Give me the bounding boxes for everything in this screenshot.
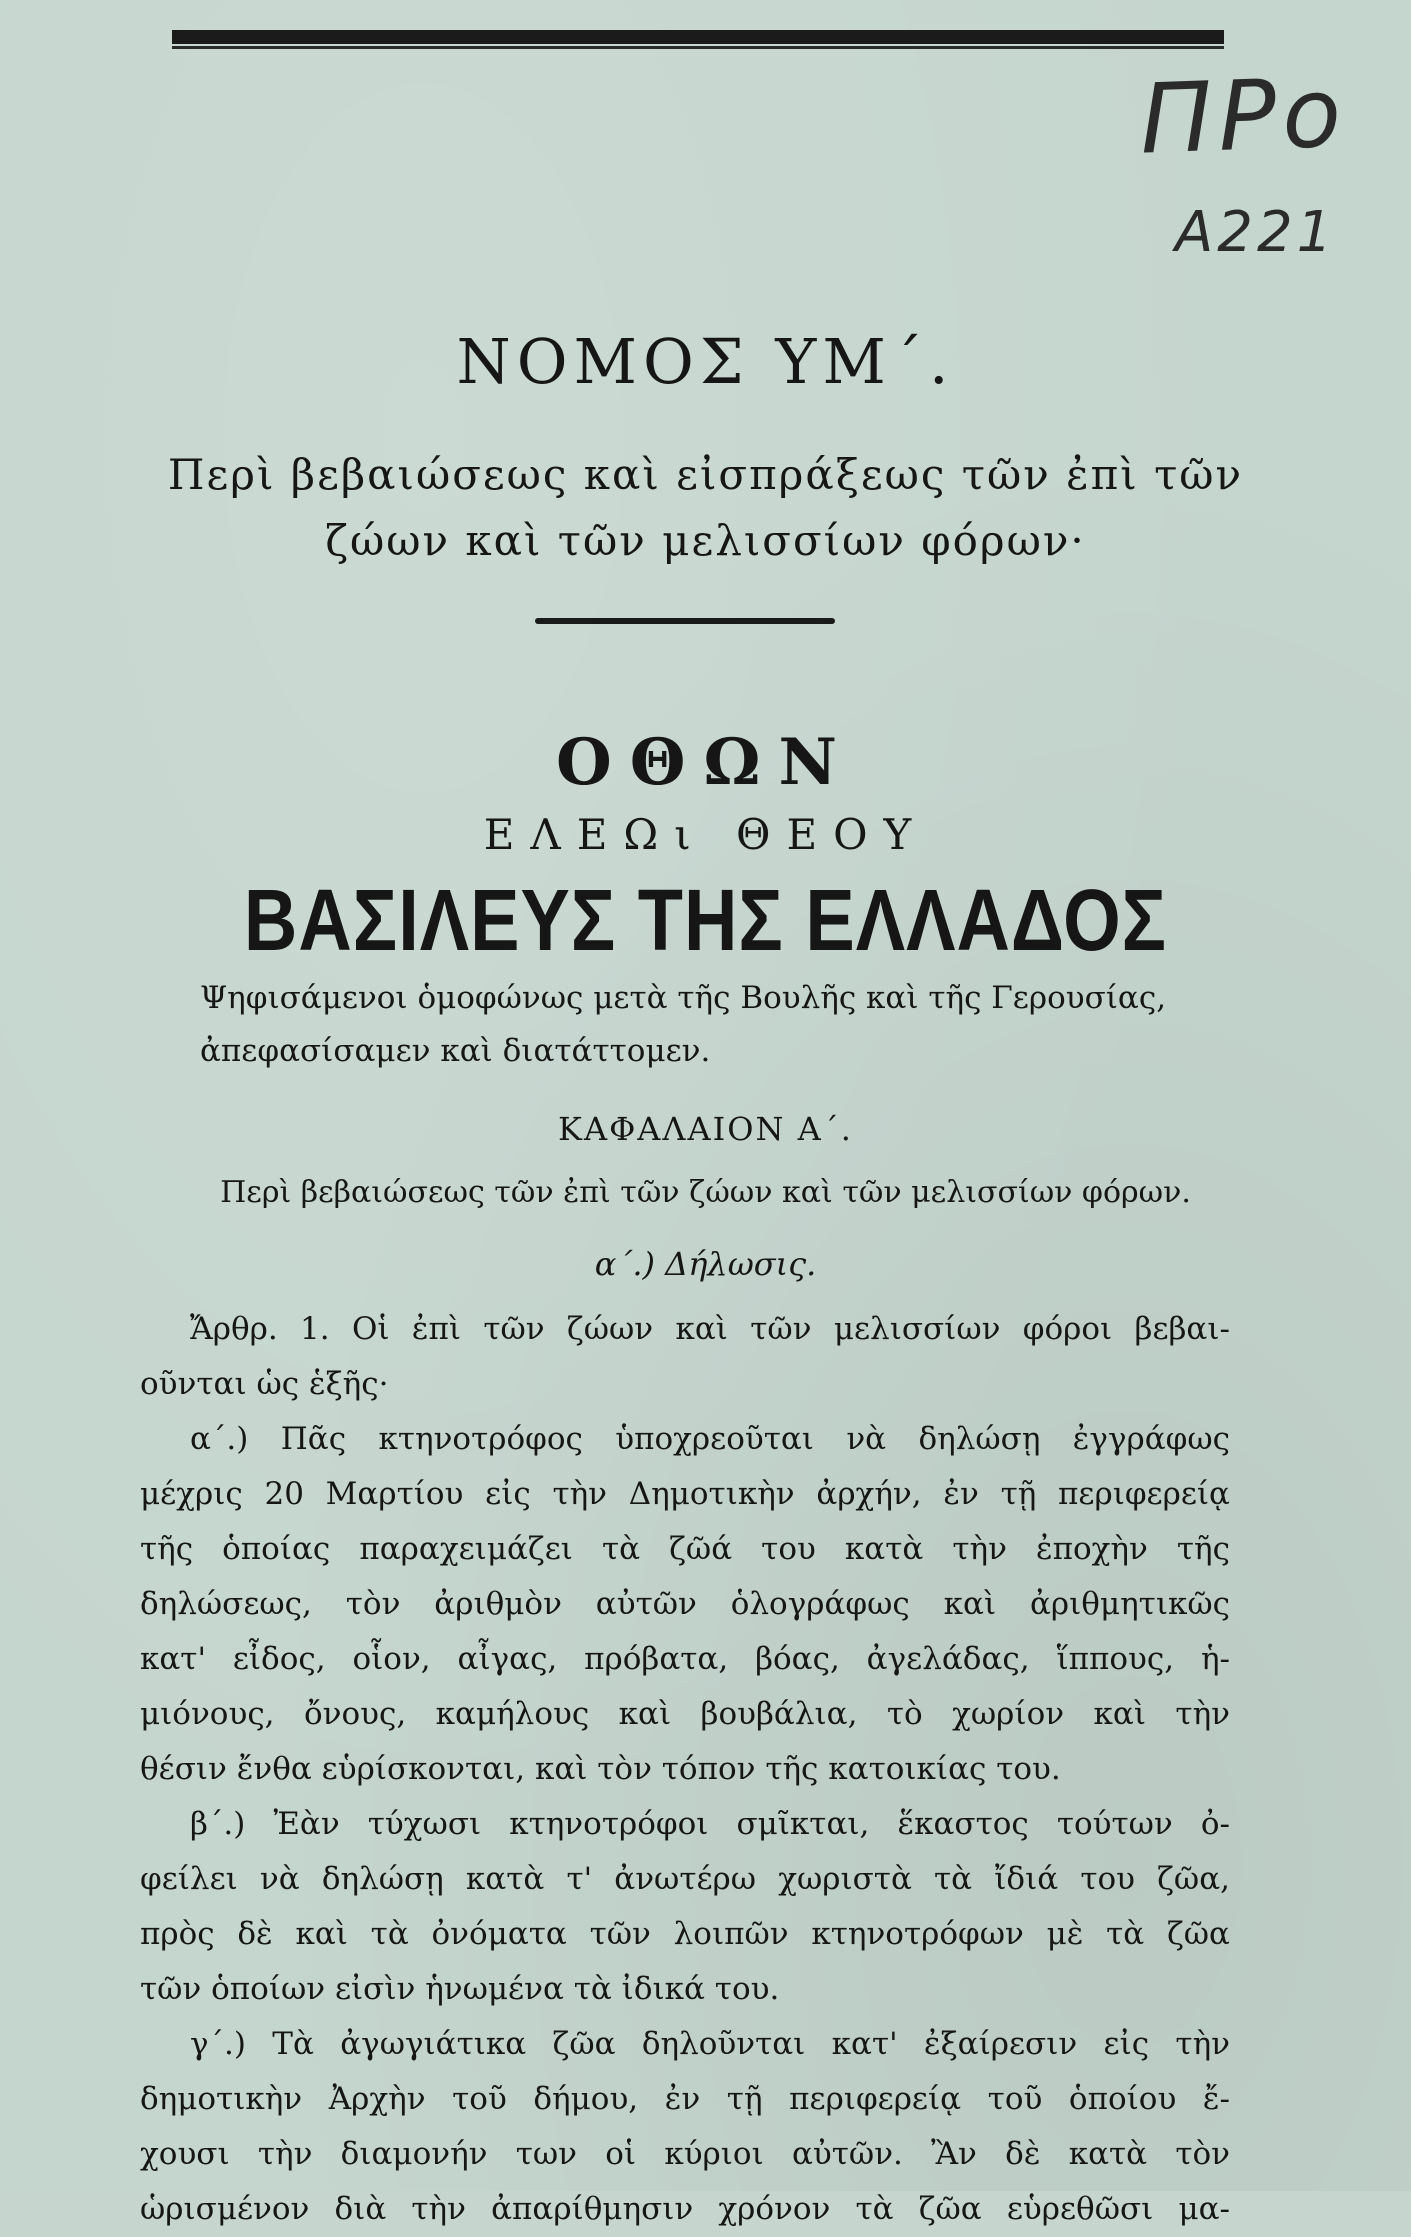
- king-name: ΟΘΩΝ: [556, 725, 855, 800]
- law-title: ΝΟΜΟΣ ΥΜ΄.: [456, 325, 955, 398]
- article-line: Ἄρθρ. 1. Οἱ ἐπὶ τῶν ζώων καὶ τῶν μελισσίων φόροι βεβαι-: [190, 1311, 1230, 1347]
- section-heading: α΄.) Δήλωσις.: [594, 1245, 817, 1283]
- article-line: θέσιν ἔνθα εὑρίσκονται, καὶ τὸν τόπον τῆς κατοικίας του.: [140, 1751, 1061, 1787]
- article-line: δημοτικὴν Ἀρχὴν τοῦ δήμου, ἐν τῇ περιφερείᾳ τοῦ ὁποίου ἔ-: [140, 2081, 1230, 2117]
- article-line: οῦνται ὡς ἑξῆς·: [140, 1366, 389, 1402]
- article-line: α΄.) Πᾶς κτηνοτρόφος ὑποχρεοῦται νὰ δηλώσῃ ἐγγράφως: [190, 1421, 1230, 1457]
- by-grace-of-god: ΕΛΕΩι ΘΕΟΥ: [483, 810, 928, 859]
- top-double-rule: [172, 30, 1224, 44]
- king-title: ΒΑΣΙΛΕΥΣ ΤΗΣ ΕΛΛΑΔΟΣ: [243, 871, 1168, 970]
- chapter-heading: ΚΑΦΑΛΑΙΟΝ Α΄.: [558, 1110, 853, 1148]
- article-line: μέχρις 20 Μαρτίου εἰς τὴν Δημοτικὴν ἀρχήν, ἐν τῇ περιφερείᾳ: [140, 1476, 1230, 1512]
- article-line: ὡρισμένον διὰ τὴν ἀπαρίθμησιν χρόνον τὰ ζῶα εὑρεθῶσι μα-: [140, 2191, 1230, 2227]
- article-line: κατ' εἶδος, οἷον, αἶγας, πρόβατα, βόας, ἀγελάδας, ἵππους, ἡ-: [140, 1641, 1230, 1677]
- article-line: β΄.) Ἐὰν τύχωσι κτηνοτρόφοι σμῖκται, ἕκαστος τούτων ὀ-: [190, 1806, 1230, 1842]
- preamble-line1: Ψηφισάμενοι ὁμοφώνως μετὰ τῆς Βουλῆς καὶ τῆς Γερουσίας,: [200, 980, 1167, 1016]
- article-line: χουσι τὴν διαμονήν των οἱ κύριοι αὐτῶν. Ἂν δὲ κατὰ τὸν: [140, 2136, 1230, 2172]
- article-line: δηλώσεως, τὸν ἀριθμὸν αὐτῶν ὁλογράφως καὶ ἀριθμητικῶς: [140, 1586, 1230, 1622]
- law-subtitle-line1: Περὶ βεβαιώσεως καὶ εἰσπράξεως τῶν ἐπὶ τῶν: [167, 450, 1244, 499]
- section-divider: [535, 618, 835, 624]
- article-line: μιόνους, ὄνους, καμήλους καὶ βουβάλια, τὸ χωρίον καὶ τὴν: [140, 1696, 1230, 1732]
- chapter-subheading: Περὶ βεβαιώσεως τῶν ἐπὶ τῶν ζώων καὶ τῶν μελισσίων φόρων.: [220, 1175, 1191, 1210]
- top-thin-rule: [172, 46, 1224, 49]
- article-line: τῶν ὁποίων εἰσὶν ἡνωμένα τὰ ἰδικά του.: [140, 1971, 780, 2007]
- preamble-line2: ἀπεφασίσαμεν καὶ διατάττομεν.: [200, 1033, 711, 1069]
- article-line: τῆς ὁποίας παραχειμάζει τὰ ζῶά του κατὰ τὴν ἐποχὴν τῆς: [140, 1531, 1230, 1567]
- law-subtitle-line2: ζώων καὶ τῶν μελισσίων φόρων·: [325, 516, 1086, 565]
- article-1-body: [140, 1302, 1230, 2237]
- handwritten-code: A221: [1175, 200, 1337, 265]
- article-line: φείλει νὰ δηλώσῃ κατὰ τ' ἀνωτέρω χωριστὰ τὰ ἴδιά του ζῶα,: [140, 1861, 1230, 1897]
- handwritten-number: ΠΡο: [1138, 56, 1349, 176]
- preamble: [200, 972, 1230, 1078]
- article-line: γ΄.) Τὰ ἀγωγιάτικα ζῶα δηλοῦνται κατ' ἐξαίρεσιν εἰς τὴν: [190, 2026, 1230, 2062]
- article-line: πρὸς δὲ καὶ τὰ ὀνόματα τῶν λοιπῶν κτηνοτρόφων μὲ τὰ ζῶα: [140, 1916, 1230, 1952]
